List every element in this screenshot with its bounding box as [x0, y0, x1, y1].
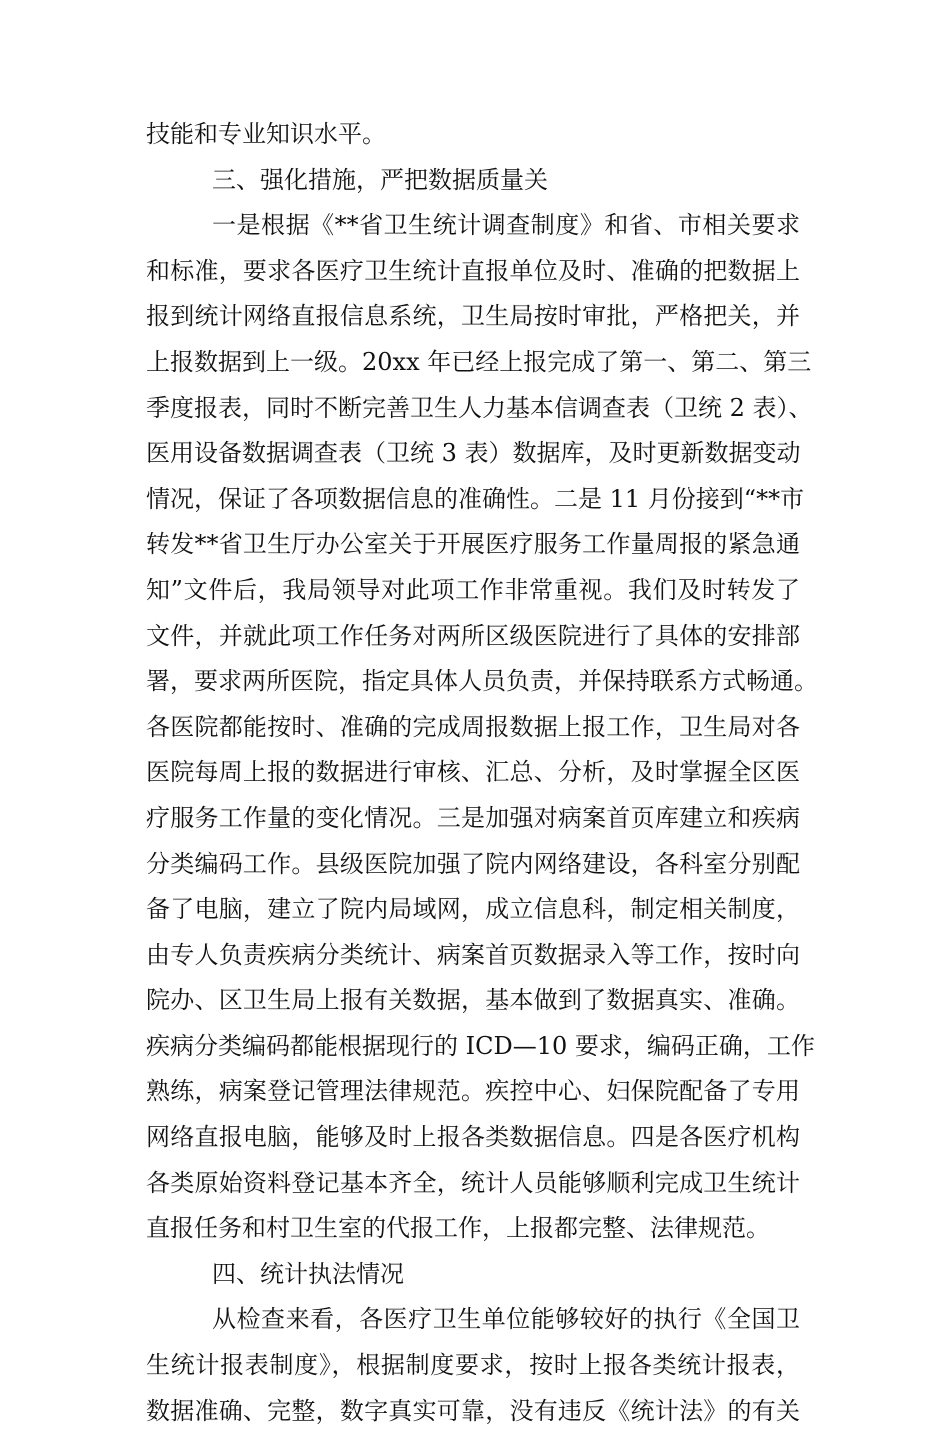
- body-line: 报到统计网络直报信息系统，卫生局按时审批，严格把关，并: [146, 302, 800, 331]
- body-line: 转发**省卫生厅办公室关于开展医疗服务工作量周报的紧急通: [146, 530, 800, 559]
- section-heading: 四、统计执法情况: [212, 1259, 404, 1288]
- body-line: 直报任务和村卫生室的代报工作，上报都完整、法律规范。: [146, 1214, 770, 1243]
- body-line: 院办、区卫生局上报有关数据，基本做到了数据真实、准确。: [146, 986, 800, 1015]
- body-line: 各医院都能按时、准确的完成周报数据上报工作，卫生局对各: [146, 712, 800, 741]
- body-line: 知”文件后，我局领导对此项工作非常重视。我们及时转发了: [146, 575, 800, 604]
- body-line: 季度报表，同时不断完善卫生人力基本信调查表（卫统 2 表）、: [146, 393, 813, 422]
- body-line: 各类原始资料登记基本齐全，统计人员能够顺利完成卫生统计: [146, 1168, 800, 1197]
- section-heading: 三、强化措施，严把数据质量关: [212, 165, 548, 194]
- body-line: 医用设备数据调查表（卫统 3 表）数据库，及时更新数据变动: [146, 439, 801, 468]
- body-line: 上报数据到上一级。20xx 年已经上报完成了第一、第二、第三: [146, 347, 812, 376]
- body-line: 和标准，要求各医疗卫生统计直报单位及时、准确的把数据上: [146, 256, 800, 285]
- body-line: 由专人负责疾病分类统计、病案首页数据录入等工作，按时向: [146, 940, 800, 969]
- body-line: 情况，保证了各项数据信息的准确性。二是 11 月份接到“**市: [146, 484, 805, 513]
- body-line: 署，要求两所医院，指定具体人员负责，并保持联系方式畅通。: [146, 667, 818, 696]
- body-line: 网络直报电脑，能够及时上报各类数据信息。四是各医疗机构: [146, 1123, 800, 1152]
- paragraph-first-line: 一是根据《**省卫生统计调查制度》和省、市相关要求: [212, 211, 800, 240]
- body-line: 生统计报表制度》，根据制度要求，按时上报各类统计报表，: [146, 1351, 800, 1380]
- body-line: 文件，并就此项工作任务对两所区级医院进行了具体的安排部: [146, 621, 800, 650]
- document-page: [146, 112, 818, 1434]
- body-line: 医院每周上报的数据进行审核、汇总、分析，及时掌握全区医: [146, 758, 800, 787]
- body-line: 数据准确、完整，数字真实可靠，没有违反《统计法》的有关: [146, 1396, 800, 1425]
- body-line: 技能和专业知识水平。: [146, 120, 386, 148]
- paragraph-first-line: 从检查来看，各医疗卫生单位能够较好的执行《全国卫: [212, 1305, 800, 1334]
- body-line: 分类编码工作。县级医院加强了院内网络建设，各科室分别配: [146, 849, 800, 878]
- body-line: 熟练，病案登记管理法律规范。疾控中心、妇保院配备了专用: [146, 1077, 800, 1106]
- body-line: 疾病分类编码都能根据现行的 ICD—10 要求，编码正确，工作: [146, 1031, 815, 1060]
- body-line: 疗服务工作量的变化情况。三是加强对病案首页库建立和疾病: [146, 803, 800, 832]
- body-line: 备了电脑，建立了院内局域网，成立信息科，制定相关制度，: [146, 895, 800, 924]
